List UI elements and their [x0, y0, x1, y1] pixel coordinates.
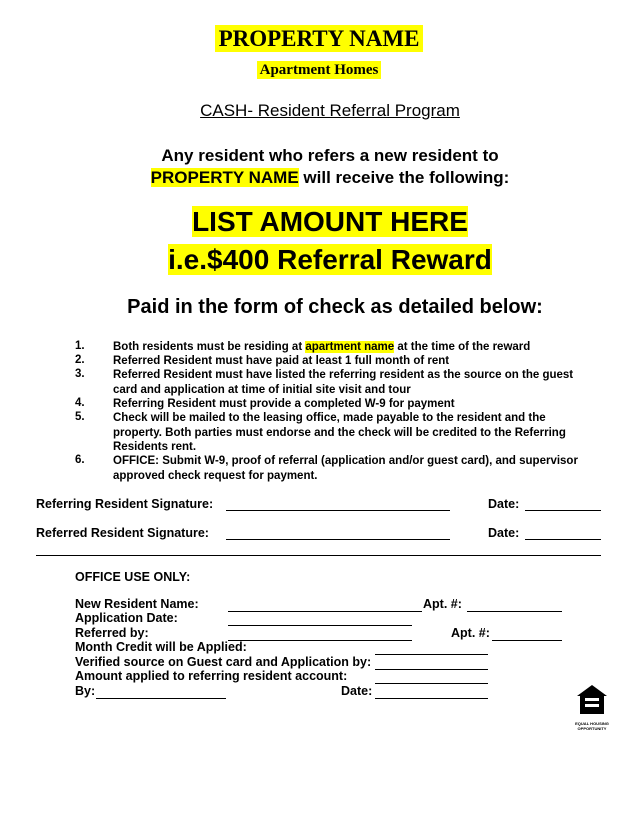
office-date-label: Date:	[341, 684, 373, 698]
apt-field-2[interactable]	[492, 640, 562, 641]
rule-text: Check will be mailed to the leasing office, made payable to the resident and the property. Both parties must endorse and the check will be credited to the Referring Residents rent.	[113, 412, 566, 453]
month-credit-field[interactable]	[375, 654, 488, 655]
property-name: PROPERTY NAME	[0, 26, 638, 52]
intro-property-name: PROPERTY NAME	[150, 168, 299, 187]
referred-date-field[interactable]	[525, 539, 601, 540]
rule-number: 5.	[75, 411, 85, 423]
month-credit-label: Month Credit will be Applied:	[75, 640, 247, 654]
referred-signature-label: Referred Resident Signature:	[36, 526, 209, 540]
intro-line-1: Any resident who refers a new resident to	[161, 146, 499, 165]
verified-source-field[interactable]	[375, 669, 488, 670]
new-resident-label: New Resident Name:	[75, 597, 199, 611]
subtitle: Apartment Homes	[0, 62, 638, 79]
paid-line: Paid in the form of check as detailed below:	[127, 296, 543, 318]
referred-by-label: Referred by:	[75, 626, 149, 640]
apt-field-1[interactable]	[467, 611, 562, 612]
rule-text: Referring Resident must provide a completed W-9 for payment	[113, 398, 455, 410]
rule-number: 1.	[75, 340, 85, 352]
apt-label-1: Apt. #:	[423, 597, 462, 611]
referring-signature-label: Referring Resident Signature:	[36, 497, 214, 511]
office-date-field[interactable]	[375, 698, 488, 699]
rule-text: Referred Resident must have listed the referring resident as the source on the guest card and application at time of initial site visit and tour	[113, 369, 574, 396]
new-resident-field[interactable]	[228, 611, 422, 612]
by-label: By:	[75, 684, 96, 698]
apt-label-2: Apt. #:	[451, 626, 490, 640]
rule-number: 2.	[75, 354, 85, 366]
section-divider	[36, 555, 601, 556]
equal-housing-text: EQUAL HOUSING OPPORTUNITY	[575, 721, 609, 731]
amount-applied-field[interactable]	[375, 683, 488, 684]
by-field[interactable]	[96, 698, 226, 699]
rule-number: 4.	[75, 397, 85, 409]
rule-text: Referred Resident must have paid at least 1 full month of rent	[113, 355, 450, 367]
amount-line-2: i.e.$400 Referral Reward	[168, 244, 492, 275]
rule-text: Both residents must be residing at apartment name at the time of the reward	[113, 341, 531, 353]
rule-text: OFFICE: Submit W-9, proof of referral (application and/or guest card), and supervisor approved check request for payment.	[113, 455, 578, 482]
application-date-field[interactable]	[228, 625, 412, 626]
application-date-label: Application Date:	[75, 611, 178, 625]
verified-source-label: Verified source on Guest card and Application by:	[75, 655, 372, 669]
program-title: CASH- Resident Referral Program	[200, 101, 460, 120]
referring-signature-field[interactable]	[226, 510, 450, 511]
amount-line-1: LIST AMOUNT HERE	[192, 206, 468, 237]
equal-housing-opportunity-icon	[575, 683, 609, 729]
referring-date-field[interactable]	[525, 510, 601, 511]
referred-by-field[interactable]	[228, 640, 412, 641]
rule-number: 6.	[75, 454, 85, 466]
referred-signature-field[interactable]	[226, 539, 450, 540]
amount-applied-label: Amount applied to referring resident account:	[75, 669, 348, 683]
office-heading: OFFICE USE ONLY:	[75, 570, 191, 584]
house-icon	[575, 683, 609, 717]
referring-date-label: Date:	[488, 497, 520, 511]
rule-number: 3.	[75, 368, 85, 380]
intro-line-2: PROPERTY NAME will receive the following:	[150, 168, 510, 187]
referred-date-label: Date:	[488, 526, 520, 540]
